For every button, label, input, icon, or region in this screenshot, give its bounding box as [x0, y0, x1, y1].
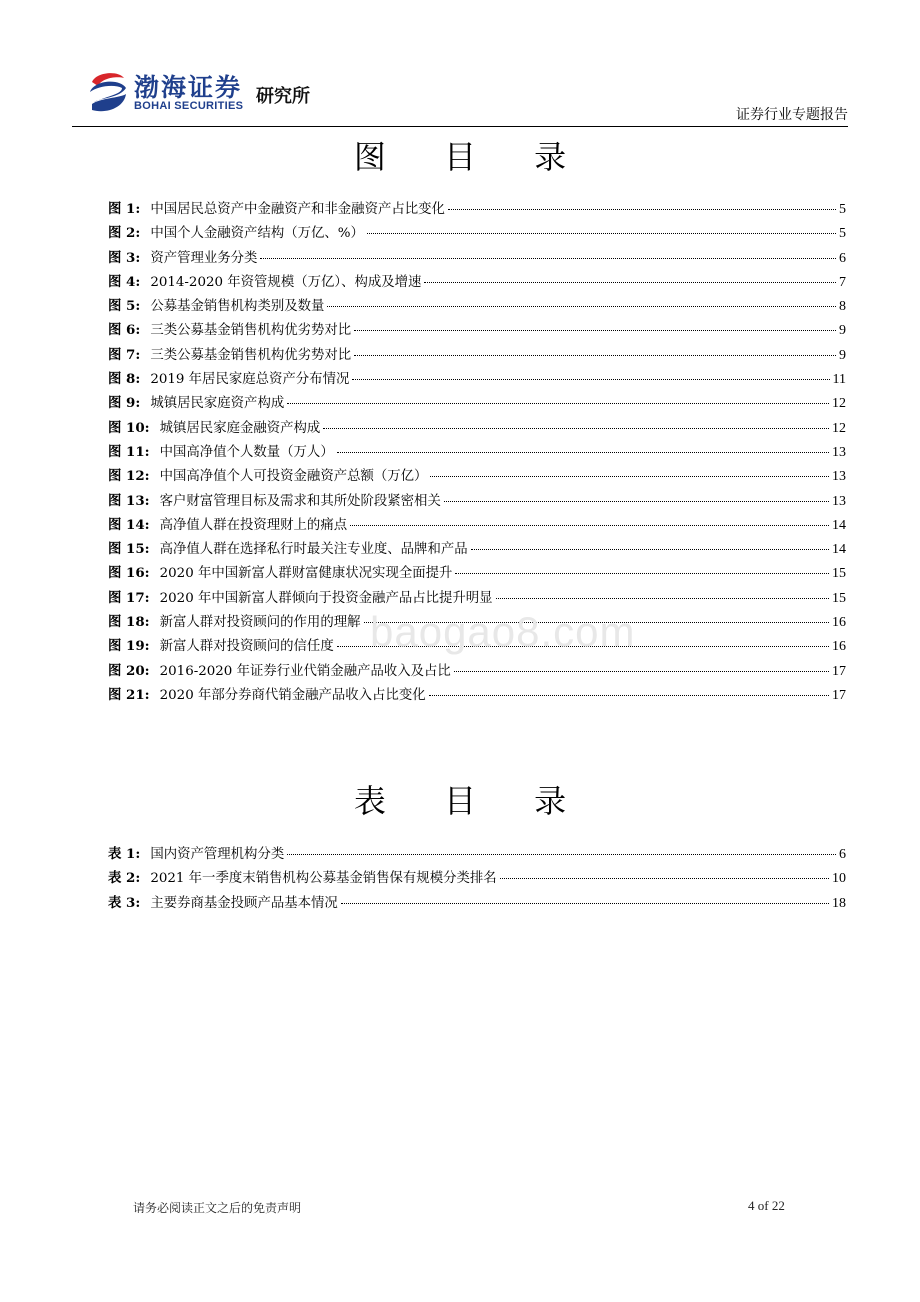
- bohai-logo-icon: [86, 68, 130, 116]
- table-entry-title: 2021 年一季度末销售机构公募基金销售保有规模分类排名: [150, 871, 497, 887]
- figure-entry-title: 新富人群对投资顾问的作用的理解: [159, 615, 361, 631]
- figure-entry-leader: [323, 428, 829, 429]
- figure-entry-label: 图 11:: [108, 443, 150, 460]
- figure-entry-title: 2020 年部分券商代销金融产品收入占比变化: [159, 687, 426, 703]
- figure-entry-page: 14: [832, 517, 846, 533]
- figure-entry-leader: [327, 306, 836, 307]
- footer-disclaimer: 请务必阅读正文之后的免责声明: [133, 1201, 302, 1215]
- figure-entry-label: 图 18:: [108, 614, 150, 631]
- figure-entry-leader: [424, 282, 836, 283]
- table-entry-leader: [341, 903, 829, 904]
- figure-toc-entry[interactable]: [108, 562, 846, 586]
- figure-entry-leader: [354, 355, 836, 356]
- figure-entry-leader: [471, 549, 829, 550]
- figure-entry-title: 高净值人群在投资理财上的痛点: [159, 517, 348, 533]
- table-entry-label: 表 1:: [108, 846, 141, 862]
- figure-entry-label: 图 14:: [108, 516, 150, 533]
- table-entry-label: 表 3:: [108, 894, 141, 911]
- figure-entry-leader: [337, 452, 829, 453]
- table-toc-entry[interactable]: [108, 892, 846, 916]
- figure-entry-title: 2019 年居民家庭总资产分布情况: [150, 372, 350, 388]
- figure-entry-page: 12: [832, 396, 846, 412]
- figure-entry-page: 9: [839, 347, 846, 363]
- figure-entry-label: 图 3:: [108, 249, 141, 266]
- figure-entry-page: 16: [832, 615, 846, 631]
- figure-entry-leader: [455, 573, 829, 574]
- figure-entry-page: 15: [832, 566, 846, 582]
- figure-entry-label: 图 5:: [108, 298, 141, 315]
- figure-entry-label: 图 21:: [108, 686, 150, 703]
- figure-entry-label: 图 8:: [108, 371, 141, 388]
- figure-entry-label: 图 20:: [108, 662, 150, 679]
- figure-entry-leader: [444, 501, 829, 502]
- figure-entry-page: 11: [832, 372, 846, 388]
- figure-toc-entry[interactable]: [108, 295, 846, 319]
- watermark: baogao8.com: [370, 608, 636, 655]
- figure-toc-entry[interactable]: [108, 247, 846, 271]
- figures-toc-title: 图 目 录: [353, 138, 591, 176]
- figure-entry-title: 三类公募基金销售机构优劣势对比: [150, 323, 352, 339]
- figure-entry-page: 17: [832, 663, 846, 679]
- figure-entry-title: 2014-2020 年资管规模（万亿）、构成及增速: [150, 274, 422, 290]
- table-entry-page: 6: [839, 847, 846, 862]
- table-toc-entry[interactable]: [108, 867, 846, 891]
- figure-toc-entry[interactable]: [108, 417, 846, 441]
- figure-toc-entry[interactable]: [108, 368, 846, 392]
- figure-entry-page: 13: [832, 469, 846, 485]
- figure-entry-label: 图 9:: [108, 395, 141, 412]
- figure-entry-page: 12: [832, 420, 846, 436]
- table-entry-title: 国内资产管理机构分类: [150, 847, 285, 862]
- table-entry-leader: [287, 854, 836, 855]
- figure-entry-page: 8: [839, 299, 846, 315]
- figure-entry-title: 公募基金销售机构类别及数量: [150, 299, 325, 315]
- figure-entry-title: 资产管理业务分类: [150, 250, 258, 266]
- figure-entry-page: 14: [832, 542, 846, 558]
- figure-toc-entry[interactable]: [108, 319, 846, 343]
- figure-entry-page: 17: [832, 687, 846, 703]
- figure-entry-leader: [429, 695, 829, 696]
- figure-toc-entry[interactable]: [108, 392, 846, 416]
- figure-entry-page: 9: [839, 323, 846, 339]
- figure-entry-label: 图 17:: [108, 589, 150, 606]
- figure-entry-label: 图 13:: [108, 492, 150, 509]
- figure-toc-entry[interactable]: [108, 465, 846, 489]
- table-entry-leader: [500, 878, 829, 879]
- figure-toc-entry[interactable]: [108, 222, 846, 246]
- figure-entry-label: 图 16:: [108, 565, 150, 582]
- figure-entry-page: 5: [839, 202, 846, 217]
- figure-entry-page: 13: [832, 493, 846, 509]
- figure-entry-title: 三类公募基金销售机构优劣势对比: [150, 347, 352, 363]
- figure-toc-entry[interactable]: [108, 490, 846, 514]
- logo-english-name: BOHAI SECURITIES: [134, 100, 244, 112]
- figure-entry-label: 图 12:: [108, 468, 150, 485]
- figure-entry-leader: [430, 476, 829, 477]
- table-toc-entry[interactable]: [108, 843, 846, 867]
- table-entry-title: 主要券商基金投顾产品基本情况: [150, 895, 338, 911]
- figure-entry-page: 6: [839, 250, 846, 266]
- figure-entry-title: 2016-2020 年证券行业代销金融产品收入及占比: [159, 663, 451, 679]
- figure-entry-title: 2020 年中国新富人群倾向于投资金融产品占比提升明显: [159, 590, 493, 606]
- table-entry-page: 18: [832, 895, 846, 911]
- figure-entry-leader: [287, 403, 829, 404]
- figure-toc-entry[interactable]: [108, 660, 846, 684]
- figure-entry-label: 图 2:: [108, 225, 141, 242]
- figure-entry-leader: [350, 525, 829, 526]
- figure-toc-entry[interactable]: [108, 514, 846, 538]
- figure-entry-title: 中国高净值个人可投资金融资产总额（万亿）: [159, 469, 428, 485]
- figure-entry-leader: [352, 379, 829, 380]
- figure-entry-page: 7: [839, 274, 846, 290]
- figure-entry-title: 新富人群对投资顾问的信任度: [159, 639, 334, 655]
- figure-entry-title: 中国个人金融资产结构（万亿、%）: [150, 226, 364, 242]
- figure-entry-leader: [448, 209, 836, 210]
- figure-entry-page: 15: [832, 590, 846, 606]
- table-entry-label: 表 2:: [108, 870, 141, 887]
- report-type: 证券行业专题报告: [736, 107, 848, 123]
- figure-entry-leader: [454, 671, 829, 672]
- figure-entry-leader: [367, 233, 836, 234]
- figure-entry-label: 图 10:: [108, 419, 150, 436]
- figure-entry-label: 图 4:: [108, 273, 141, 290]
- institute-name: 研究所: [256, 86, 310, 107]
- figure-entry-label: 图 6:: [108, 322, 141, 339]
- figure-entry-page: 16: [832, 639, 846, 655]
- figure-entry-title: 客户财富管理目标及需求和其所处阶段紧密相关: [159, 493, 441, 509]
- table-entry-page: 10: [832, 871, 846, 887]
- figure-toc-entry[interactable]: [108, 271, 846, 295]
- figure-toc-entry[interactable]: [108, 684, 846, 708]
- figure-entry-title: 高净值人群在选择私行时最关注专业度、品牌和产品: [159, 542, 468, 558]
- figure-entry-leader: [354, 330, 836, 331]
- figure-entry-page: 5: [839, 226, 846, 242]
- figure-entry-label: 图 7:: [108, 346, 141, 363]
- figure-entry-label: 图 15:: [108, 541, 150, 558]
- page-header: [72, 60, 848, 126]
- figure-entry-title: 中国高净值个人数量（万人）: [159, 444, 334, 460]
- figure-entry-leader: [496, 598, 829, 599]
- figure-toc-entry[interactable]: [108, 538, 846, 562]
- logo-chinese-name: 渤海证券: [134, 73, 243, 102]
- tables-toc: [108, 843, 846, 916]
- figure-entry-page: 13: [832, 444, 846, 460]
- figure-entry-label: 图 19:: [108, 638, 150, 655]
- figure-entry-label: 图 1:: [108, 201, 141, 217]
- figure-entry-title: 城镇居民家庭资产构成: [150, 396, 285, 412]
- figure-entry-title: 城镇居民家庭金融资产构成: [159, 420, 321, 436]
- figure-entry-leader: [260, 258, 836, 259]
- tables-toc-title: 表 目 录: [353, 782, 591, 820]
- figure-toc-entry[interactable]: [108, 344, 846, 368]
- figure-entry-title: 中国居民总资产中金融资产和非金融资产占比变化: [150, 202, 445, 217]
- figure-toc-entry[interactable]: [108, 441, 846, 465]
- figure-entry-title: 2020 年中国新富人群财富健康状况实现全面提升: [159, 566, 453, 582]
- figure-toc-entry[interactable]: [108, 198, 846, 222]
- header-divider: [72, 126, 848, 127]
- page-indicator: 4 of 22: [748, 1198, 785, 1213]
